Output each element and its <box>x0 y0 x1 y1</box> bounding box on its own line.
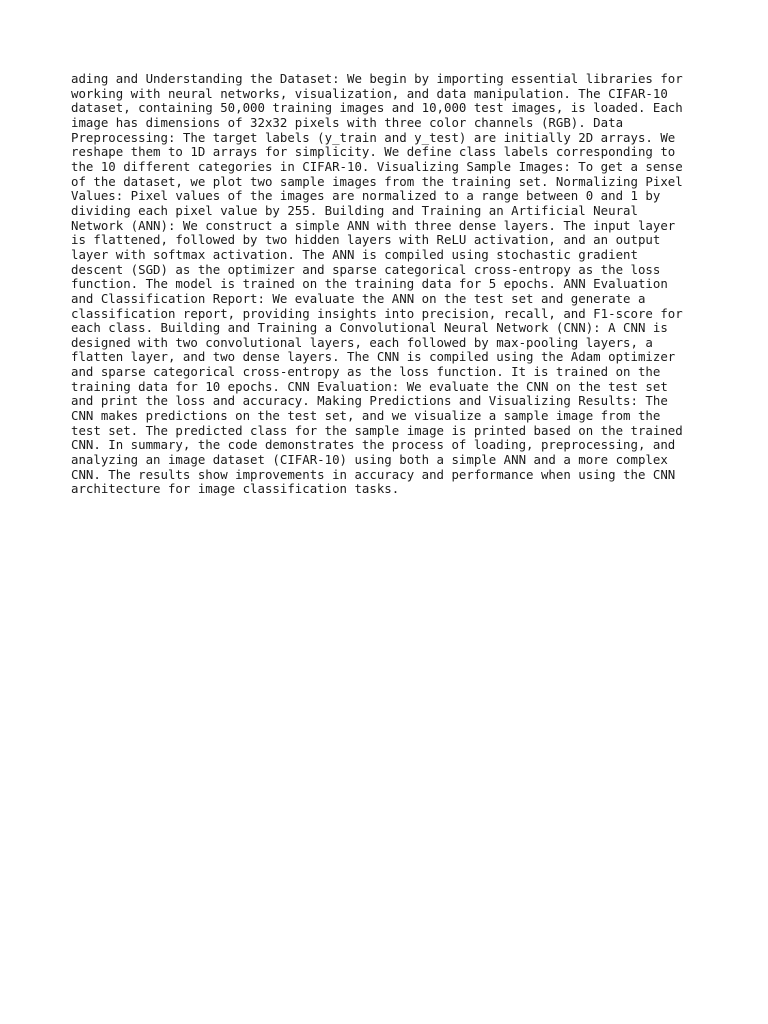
text-line: Preprocessing: The target labels (y_train and y_test) are initially 2D arrays. We <box>71 129 676 145</box>
document-body-text <box>71 72 697 497</box>
text-line: reshape them to 1D arrays for simplicity. We define class labels corresponding to <box>71 144 676 160</box>
text-line: function. The model is trained on the training data for 5 epochs. ANN Evaluation <box>71 276 668 292</box>
text-line: designed with two convolutional layers, each followed by max-pooling layers, a <box>71 334 653 350</box>
text-line: of the dataset, we plot two sample images from the training set. Normalizing Pixel <box>71 173 683 189</box>
text-line: CNN. The results show improvements in accuracy and performance when using the CNN <box>71 466 676 482</box>
text-line: test set. The predicted class for the sample image is printed based on the trained <box>71 422 683 438</box>
text-line: dividing each pixel value by 255. Building and Training an Artificial Neural <box>71 202 638 218</box>
text-line: analyzing an image dataset (CIFAR-10) using both a simple ANN and a more complex <box>71 452 668 468</box>
text-line: training data for 10 epochs. CNN Evaluation: We evaluate the CNN on the test set <box>71 378 668 394</box>
text-line: Values: Pixel values of the images are normalized to a range between 0 and 1 by <box>71 188 661 204</box>
text-line: CNN. In summary, the code demonstrates the process of loading, preprocessing, and <box>71 437 676 453</box>
text-line: and sparse categorical cross-entropy as the loss function. It is trained on the <box>71 364 661 380</box>
text-line: and Classification Report: We evaluate the ANN on the test set and generate a <box>71 290 646 306</box>
text-line: working with neural networks, visualization, and data manipulation. The CIFAR-10 <box>71 85 668 101</box>
text-line: flatten layer, and two dense layers. The CNN is compiled using the Adam optimizer <box>71 349 676 365</box>
text-line: each class. Building and Training a Convolutional Neural Network (CNN): A CNN is <box>71 320 668 336</box>
text-line: classification report, providing insights into precision, recall, and F1-score for <box>71 305 683 321</box>
text-line: CNN makes predictions on the test set, and we visualize a sample image from the <box>71 408 661 424</box>
text-line: Network (ANN): We construct a simple ANN with three dense layers. The input layer <box>71 217 676 233</box>
text-line: layer with softmax activation. The ANN is compiled using stochastic gradient <box>71 246 638 262</box>
text-line: image has dimensions of 32x32 pixels with three color channels (RGB). Data <box>71 114 624 130</box>
text-line: dataset, containing 50,000 training images and 10,000 test images, is loaded. Each <box>71 100 683 116</box>
text-line: architecture for image classification tasks. <box>71 481 400 497</box>
text-line: descent (SGD) as the optimizer and sparse categorical cross-entropy as the loss <box>71 261 661 277</box>
text-line: the 10 different categories in CIFAR-10. Visualizing Sample Images: To get a sense <box>71 158 683 174</box>
text-line: is flattened, followed by two hidden layers with ReLU activation, and an output <box>71 232 661 248</box>
text-line: ading and Understanding the Dataset: We begin by importing essential libraries for <box>71 71 683 86</box>
text-line: and print the loss and accuracy. Making Predictions and Visualizing Results: The <box>71 393 668 409</box>
